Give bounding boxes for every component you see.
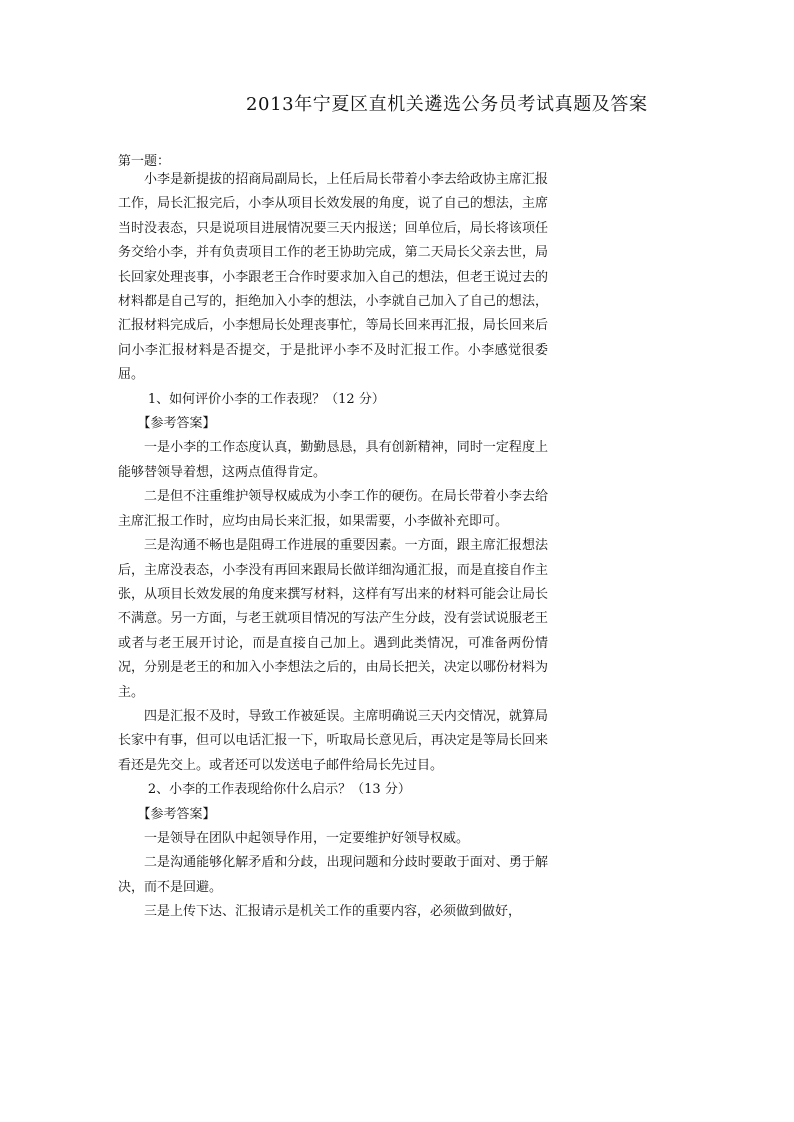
q1-point-4: 四是汇报不及时，导致工作被延误。主席明确说三天内交情况，就算局长家中有事，但可以电话汇报一下，听取局长意见后，再决定是等局长回来看还是先交上。或者还可以发送电子邮件给局长先过目。	[118, 708, 548, 773]
document-title: 2013年宁夏区直机关遴选公务员考试真题及答案	[246, 94, 648, 115]
question-1: 1、如何评价小李的工作表现？（12 分）	[147, 391, 385, 407]
case-paragraph: 小李是新提拔的招商局副局长，上任后局长带着小李去给政协主席汇报工作，局长汇报完后，小李从项目长效发展的角度，说了自己的想法，主席当时没表态，只是说项目进展情况要三天内报送；回单位后，局长将该项任务交给小李，并有负责项目工作的老王协助完成，第二天局长父亲去世，局长回家处理丧事，小李跟老王合作时要求加入自己的想法，但老王说过去的材料都是自己写的，拒绝加入小李的想法，小李就自己加入了自己的想法，汇报材料完成后，小李想局长处理丧事忙，等局长回来再汇报，局长回来后问小李汇报材料是否提交，于是批评小李不及时汇报工作。小李感觉很委屈。	[118, 172, 548, 383]
q1-point-2: 二是但不注重维护领导权威成为小李工作的硬伤。在局长带着小李去给主席汇报工作时，应均由局长来汇报，如果需要，小李做补充即可。	[118, 489, 548, 529]
q1-point-3: 三是沟通不畅也是阻碍工作进展的重要因素。一方面，跟主席汇报想法后，主席没表态，小李没有再回来跟局长做详细沟通汇报，而是直接自作主张，从项目长效发展的角度来撰写材料，这样有写出来的材料可能会让局长不满意。另一方面，与老王就项目情况的写法产生分歧，没有尝试说服老王或者与老王展开讨论，而是直接自己加上。遇到此类情况，可准备两份情况，分别是老王的和加入小李想法之后的，由局长把关，决定以哪份材料为主。	[118, 538, 548, 700]
answer-label-1: 【参考答案】	[137, 416, 216, 432]
question-2: 2、小李的工作表现给你什么启示？（13 分）	[147, 782, 411, 798]
answer-label-2: 【参考答案】	[137, 806, 216, 822]
document-body	[118, 168, 548, 925]
q2-point-1: 一是领导在团队中起领导作用，一定要维护好领导权威。	[144, 830, 470, 846]
q2-point-2: 二是沟通能够化解矛盾和分歧，出现问题和分歧时要敢于面对、勇于解决，而不是回避。	[118, 855, 548, 895]
q1-point-1: 一是小李的工作态度认真，勤勤恳恳，具有创新精神，同时一定程度上能够替领导着想，这两点值得肯定。	[118, 440, 548, 480]
q2-point-3: 三是上传下达、汇报请示是机关工作的重要内容，必须做到做好，	[144, 904, 522, 920]
section-label: 第一题：	[118, 154, 171, 169]
